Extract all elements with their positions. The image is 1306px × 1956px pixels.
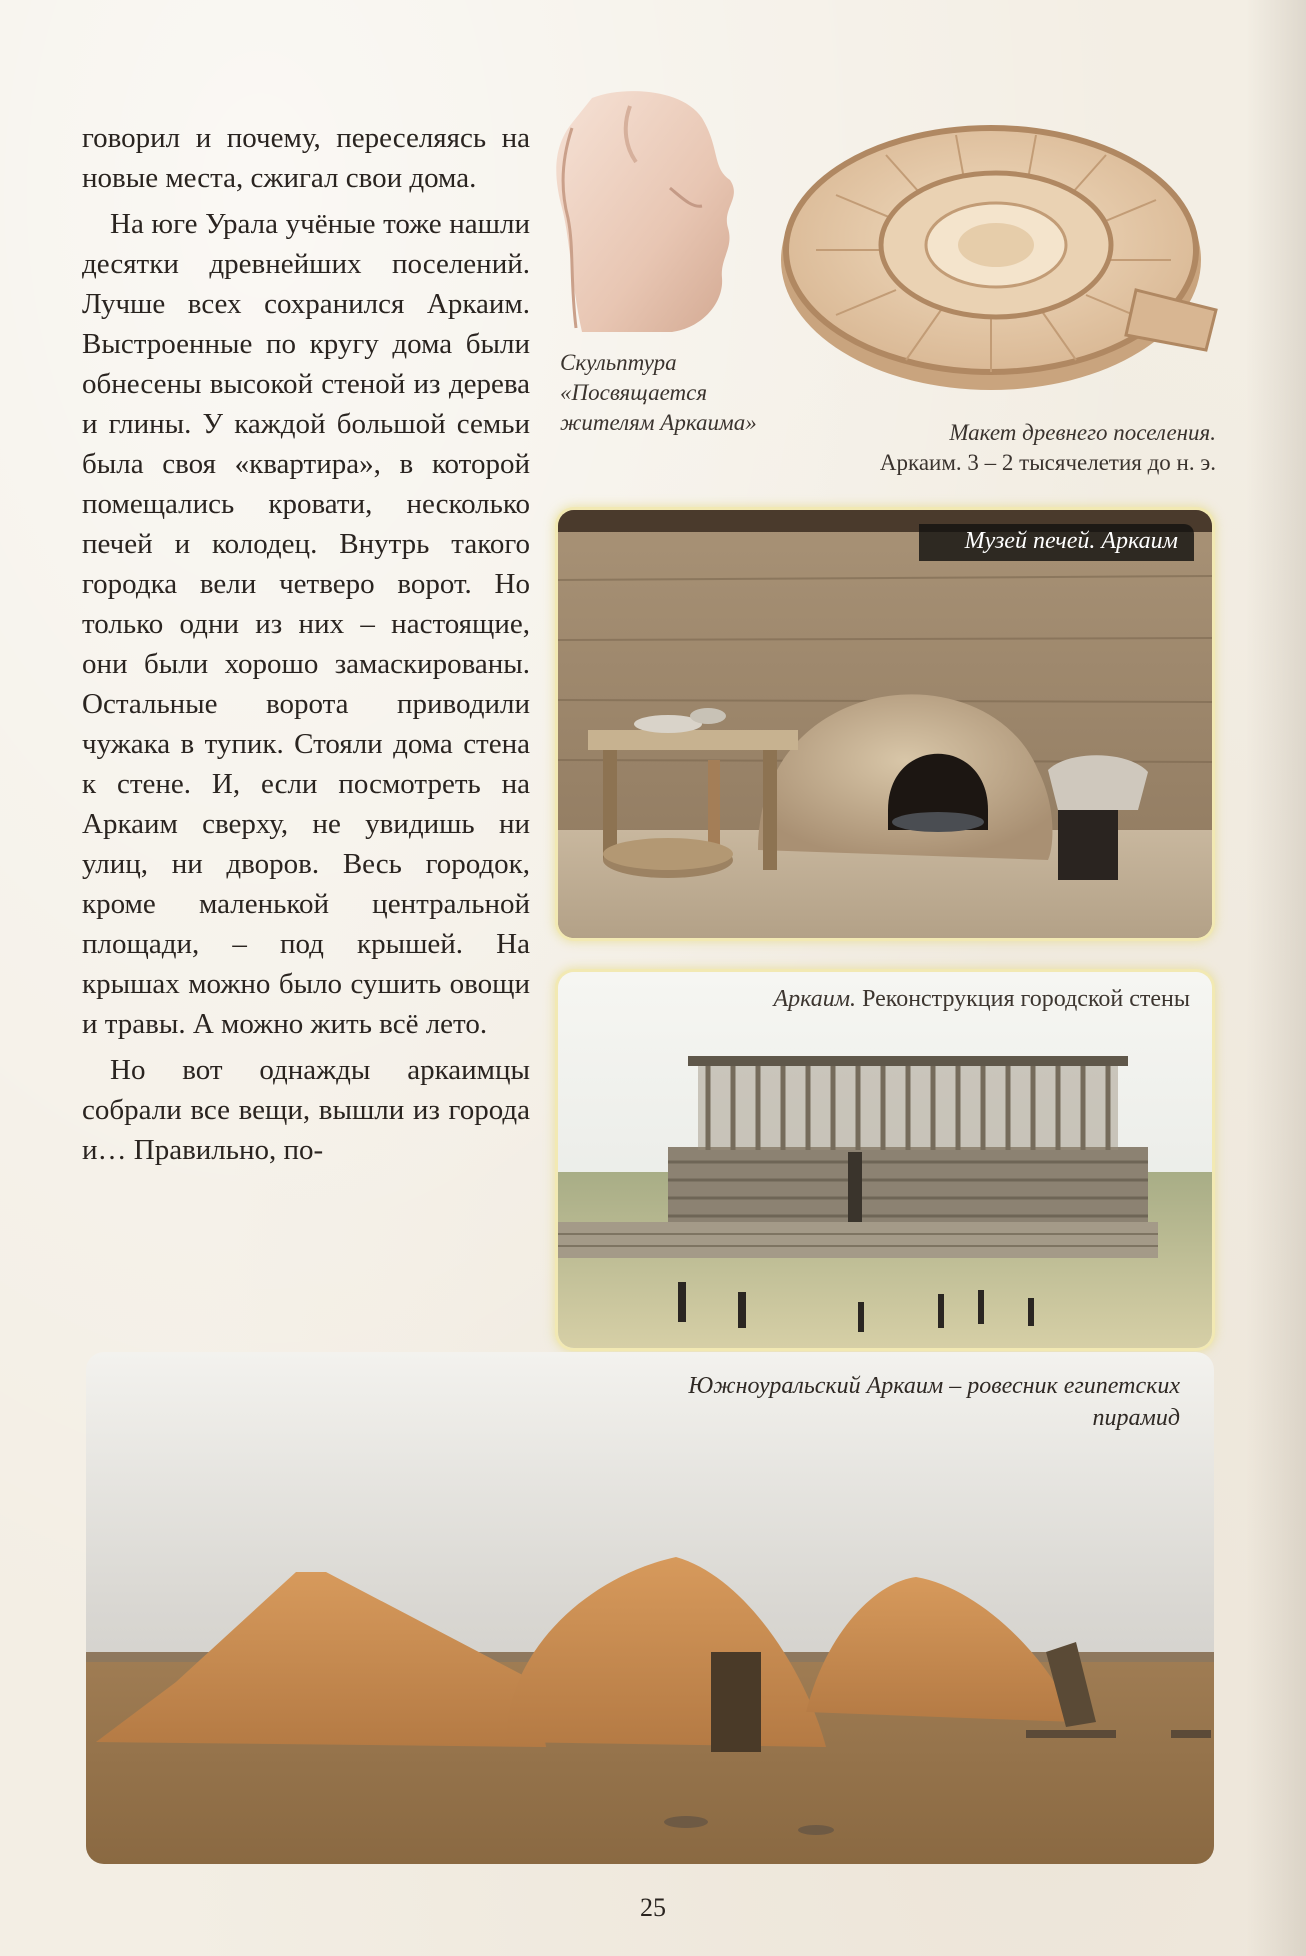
wall-label-rest: Реконструкция городской стены <box>862 986 1190 1012</box>
paragraph-3: Но вот однажды аркаимцы собрали все вещи, вышли из города и… Правильно, по- <box>82 1054 530 1166</box>
settlement-model-image <box>776 110 1226 410</box>
body-text-column <box>82 118 530 1170</box>
model-caption-line2: Аркаим. 3 – 2 тысячелетия до н. э. <box>879 450 1216 475</box>
wall-photo-label <box>773 986 1190 1013</box>
page-spine-shadow <box>1246 0 1306 1956</box>
stove-museum-image <box>558 510 1212 938</box>
model-caption <box>780 418 1216 478</box>
city-wall-image <box>558 972 1212 1348</box>
sculpture-image <box>552 88 757 336</box>
wall-label-italic: Аркаим. <box>773 986 857 1012</box>
model-caption-line1: Макет древнего поселения. <box>949 420 1216 445</box>
sculpture-caption: Скульптура «Посвящается жителям Аркаима» <box>560 350 757 435</box>
page-number: 25 <box>640 1893 666 1922</box>
paragraph-2: На юге Урала учёные тоже нашли десятки древнейших поселений. Лучше всех сохранился Аркаим. Выстроенные по кругу дома были обнесены высокой стеной из дерева и глины. У каждой большой семьи была своя «квартира», в которой помещались кровати, несколько печей и колодец. Внутрь такого городка вели четверо ворот. Но только одни из них – настоящие, они были хорошо замаскированы. Остальные ворота приводили чужака в тупик. Стояли дома стена к стене. И, если посмотреть на Аркаим сверху, не увидишь ни улиц, ни дворов. Весь городок, кроме маленькой центральной площади, – под крышей. На крышах можно было сушить овощи и травы. А можно жить всё лето. <box>82 208 530 1040</box>
paragraph-1: говорил и почему, переселяясь на новые места, сжигал свои дома. <box>82 122 530 194</box>
city-wall-photo <box>558 972 1212 1348</box>
huts-caption: Южноуральский Аркаим – ровесник египетских пирамид <box>688 1373 1180 1431</box>
stove-museum-photo <box>558 510 1212 938</box>
stove-photo-label: Музей печей. Аркаим <box>919 524 1194 561</box>
